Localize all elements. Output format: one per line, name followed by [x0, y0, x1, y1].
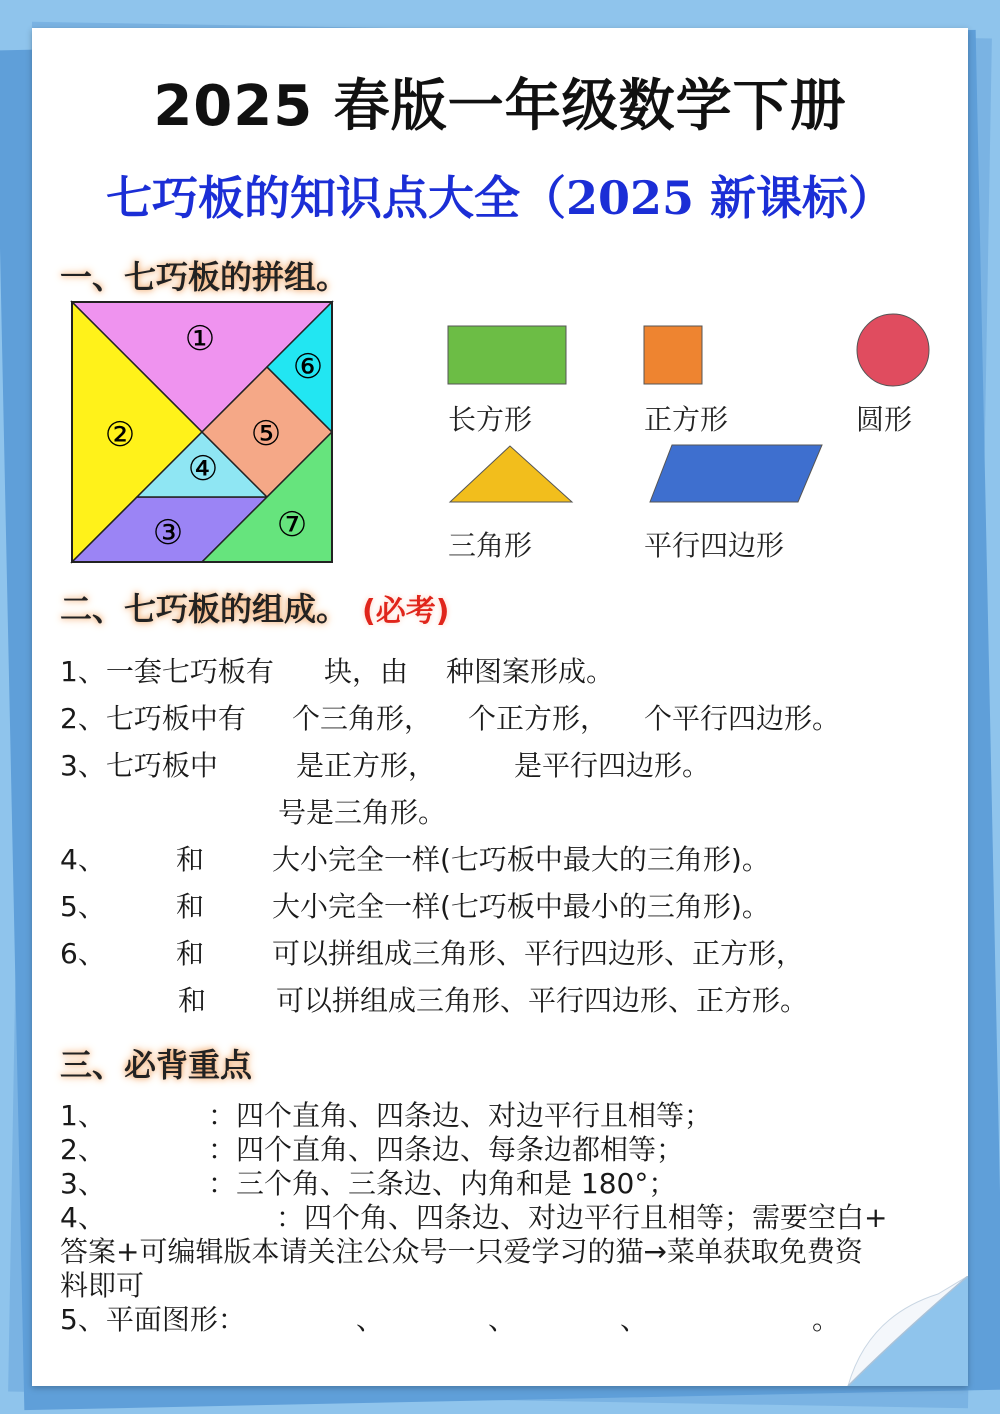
key-point-3-text: ：三个角、三条边、内角和是 180°； — [208, 1167, 677, 1200]
shape-label-rectangle: 长方形 — [448, 403, 533, 436]
page-subtitle: 七巧板的知识点大全（2025 新课标） — [105, 171, 895, 225]
piece-label-7: ⑦ — [276, 505, 308, 545]
must-test-badge: (必考) — [362, 594, 450, 629]
key-point-5-end: 。 — [812, 1303, 841, 1336]
key-point-4-text: ：四个角、四条边、对边平行且相等；需要空白+ — [276, 1201, 888, 1234]
fill-line-6b: 和 — [176, 937, 205, 970]
tangram-diagram — [70, 300, 334, 564]
shape-label-triangle: 三角形 — [448, 529, 533, 562]
piece-label-5: ⑤ — [250, 414, 282, 454]
fill-line-3d: 号是三角形。 — [278, 796, 447, 829]
key-point-1-num: 1、 — [60, 1099, 106, 1132]
fill-line-4b: 和 — [176, 843, 205, 876]
fill-line-4c: 大小完全一样(七巧板中最大的三角形)。 — [272, 843, 770, 876]
section-heading-3: 三、必背重点 — [60, 1046, 253, 1084]
key-point-5-sep3: 、 — [620, 1303, 649, 1336]
fill-line-4a: 4、 — [60, 843, 106, 876]
fill-line-5a: 5、 — [60, 890, 106, 923]
notice-line-2: 料即可 — [60, 1269, 145, 1302]
page-title: 2025 春版一年级数学下册 — [153, 74, 847, 139]
piece-label-2: ② — [104, 415, 136, 455]
fill-line-3b: 是正方形， — [296, 749, 437, 782]
rectangle-shape — [448, 326, 566, 384]
notice-line-1: 答案+可编辑版本请关注公众号一只爱学习的猫→菜单获取免费资 — [60, 1235, 863, 1268]
fill-line-2a: 2、七巧板中有 — [60, 702, 246, 735]
fill-line-5c: 大小完全一样(七巧板中最小的三角形)。 — [272, 890, 770, 923]
key-point-5-label: 5、平面图形： — [60, 1303, 246, 1336]
fill-line-3a: 3、七巧板中 — [60, 749, 218, 782]
fill-line-7c: 可以拼组成三角形、平行四边形、正方形。 — [276, 984, 809, 1017]
parallelogram-shape — [650, 445, 822, 502]
fill-line-2b: 个三角形， — [292, 702, 433, 735]
fill-line-6a: 6、 — [60, 937, 106, 970]
piece-label-1: ① — [184, 319, 216, 359]
key-point-2-num: 2、 — [60, 1133, 106, 1166]
piece-label-3: ③ — [152, 513, 184, 553]
fill-line-2d: 个平行四边形。 — [644, 702, 841, 735]
key-point-1-text: ：四个直角、四条边、对边平行且相等； — [208, 1099, 713, 1132]
key-point-2-text: ：四个直角、四条边、每条边都相等； — [208, 1133, 685, 1166]
page-curl-decoration — [668, 1276, 968, 1386]
key-point-5-sep1: 、 — [356, 1303, 385, 1336]
key-point-4-num: 4、 — [60, 1201, 106, 1234]
section-heading-2: 二、七巧板的组成。 — [60, 590, 349, 628]
triangle-shape — [450, 446, 572, 502]
shape-label-parallelogram: 平行四边形 — [644, 529, 785, 562]
fill-line-2c: 个正方形， — [468, 702, 609, 735]
fill-line-1c: 种图案形成。 — [446, 655, 615, 688]
fill-line-3c: 是平行四边形。 — [514, 749, 711, 782]
fill-line-1a: 1、一套七巧板有 — [60, 655, 274, 688]
fill-line-6c: 可以拼组成三角形、平行四边形、正方形， — [272, 937, 805, 970]
square-shape — [644, 326, 702, 384]
shape-label-square: 正方形 — [644, 403, 729, 436]
piece-label-4: ④ — [187, 449, 219, 489]
section-heading-1: 一、七巧板的拼组。 — [60, 258, 349, 296]
fill-line-1b: 块，由 — [324, 655, 409, 688]
fill-line-5b: 和 — [176, 890, 205, 923]
piece-label-6: ⑥ — [292, 347, 324, 387]
key-point-5-sep2: 、 — [488, 1303, 517, 1336]
fill-line-7b: 和 — [178, 984, 207, 1017]
shape-label-circle: 圆形 — [856, 403, 913, 436]
circle-shape — [857, 314, 929, 386]
key-point-3-num: 3、 — [60, 1167, 106, 1200]
